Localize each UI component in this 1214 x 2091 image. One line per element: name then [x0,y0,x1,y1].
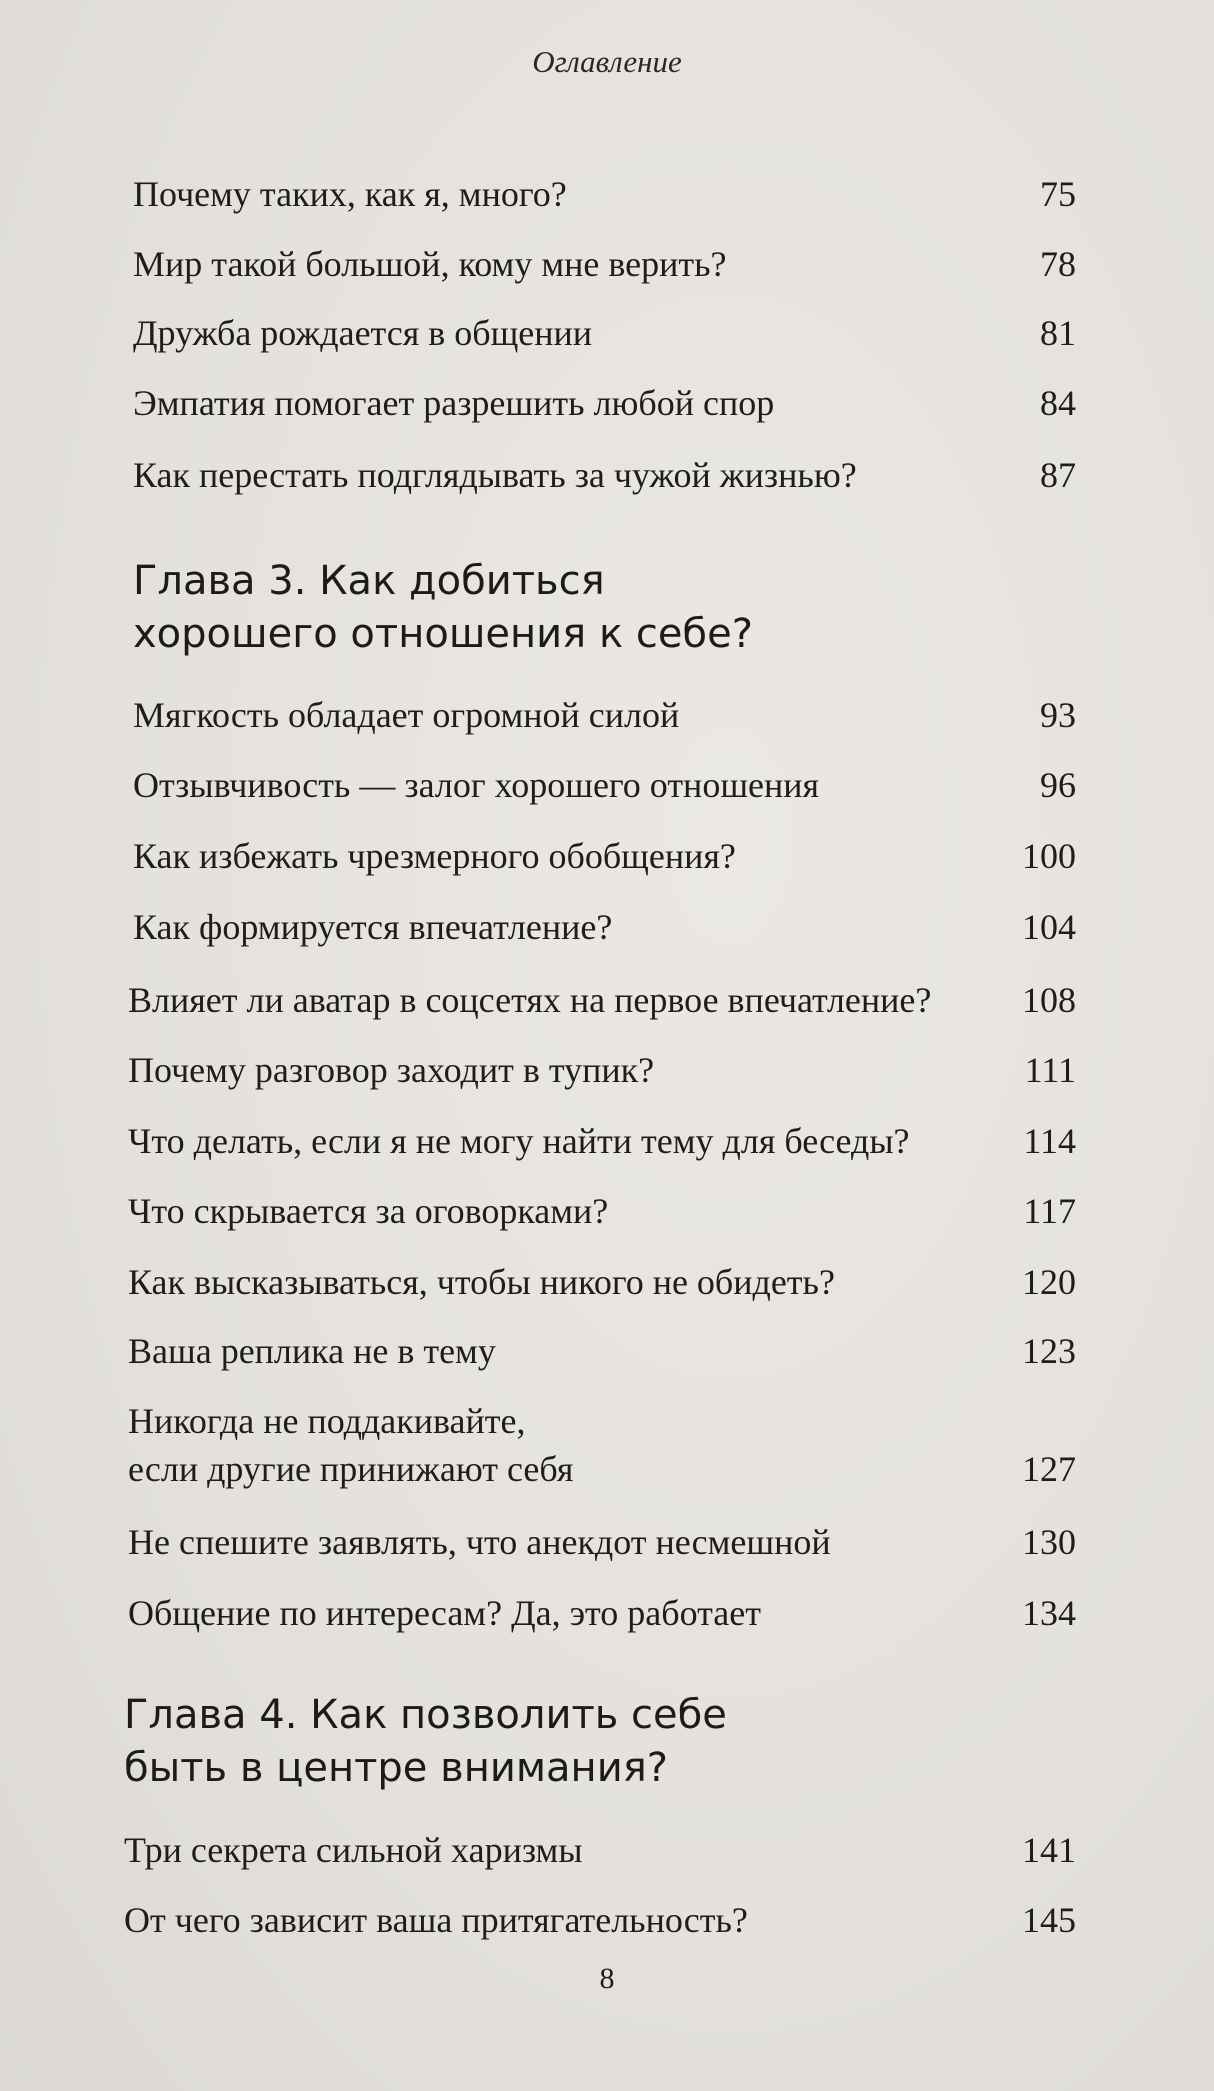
toc-entry [133,379,1076,427]
toc-entry [128,1397,1076,1493]
toc-entry-page: 108 [1022,980,1076,1020]
toc-entry-title: Что делать, если я не могу найти тему для беседы? [128,1121,910,1161]
toc-entry-page: 78 [1040,244,1076,284]
toc-entry [128,976,1076,1024]
toc-entry-title: Мир такой большой, кому мне верить? [133,244,727,284]
toc-entry [133,832,1076,880]
toc-entry-title: От чего зависит ваша притягательность? [124,1900,748,1940]
toc-entry-title: Отзывчивость — залог хорошего отношения [133,765,820,805]
toc-entry-title: Мягкость обладает огромной силой [133,695,680,735]
toc-entry-title: Дружба рождается в общении [133,313,593,353]
running-head: Оглавление [532,44,682,79]
toc-entry-page: 130 [1022,1522,1076,1562]
toc-entry-page: 123 [1022,1331,1076,1371]
toc-entry-page: 75 [1040,174,1076,214]
toc-entry [124,1896,1076,1944]
toc-entry-title: Почему разговор заходит в тупик? [128,1050,655,1090]
toc-entry-page: 104 [1022,907,1076,947]
toc-entry [128,1046,1076,1094]
toc-entry [133,691,1076,739]
chapter-heading [124,1689,727,1795]
toc-entry [128,1187,1076,1235]
toc-entry-title-line: Никогда не поддакивайте, [128,1401,526,1441]
chapter-heading-line: Глава 4. Как позволить себе [124,1692,727,1738]
toc-entry-page: 100 [1022,836,1076,876]
chapter-heading-line: хорошего отношения к себе? [133,611,753,657]
toc-entry [133,170,1076,218]
toc-entry-title: Как избежать чрезмерного обобщения? [133,836,736,876]
toc-entry [133,903,1076,951]
chapter-heading-line: быть в центре внимания? [124,1745,668,1791]
toc-entry-page: 84 [1040,383,1076,423]
page-number: 8 [599,1962,615,1995]
toc-entry [133,240,1076,288]
toc-entry [133,761,1076,809]
toc-entry-page: 81 [1040,313,1076,353]
toc-entry-page: 145 [1022,1900,1076,1940]
toc-entry-title: Как формируется впечатление? [133,907,613,947]
toc-entry-page: 111 [1024,1050,1076,1090]
toc-entry-title: Ваша реплика не в тему [128,1331,496,1371]
toc-entry [133,451,1076,499]
toc-entry [128,1258,1076,1306]
toc-entry-title [128,1397,573,1493]
toc-entry-title: Влияет ли аватар в соцсетях на первое впечатление? [128,980,932,1020]
toc-entry [128,1518,1076,1566]
toc-entry-page: 141 [1022,1830,1076,1870]
toc-entry [128,1327,1076,1375]
toc-entry-page: 127 [1022,1449,1076,1489]
toc-entry [128,1117,1076,1165]
toc-entry-title: Не спешите заявлять, что анекдот несмешной [128,1522,831,1562]
toc-entry-page: 96 [1040,765,1076,805]
toc-entry [128,1589,1076,1637]
toc-entry [124,1826,1076,1874]
toc-entry-title: Как перестать подглядывать за чужой жизнью? [133,455,857,495]
toc-entry-page: 93 [1040,695,1076,735]
toc-entry-page: 134 [1022,1593,1076,1633]
toc-entry-title-line: если другие принижают себя [128,1449,574,1489]
toc-entry [133,309,1076,357]
toc-entry-title: Что скрывается за оговорками? [128,1191,609,1231]
toc-entry-page: 120 [1022,1262,1076,1302]
chapter-heading [133,555,753,661]
chapter-heading-line: Глава 3. Как добиться [133,558,605,604]
toc-entry-title: Эмпатия помогает разрешить любой спор [133,383,775,423]
toc-entry-title: Общение по интересам? Да, это работает [128,1593,761,1633]
toc-entry-title: Три секрета сильной харизмы [124,1830,583,1870]
toc-entry-page: 117 [1023,1191,1076,1231]
toc-entry-title: Почему таких, как я, много? [133,174,567,214]
toc-entry-page: 87 [1040,455,1076,495]
toc-entry-page: 114 [1023,1121,1076,1161]
toc-entry-title: Как высказываться, чтобы никого не обидеть? [128,1262,835,1302]
